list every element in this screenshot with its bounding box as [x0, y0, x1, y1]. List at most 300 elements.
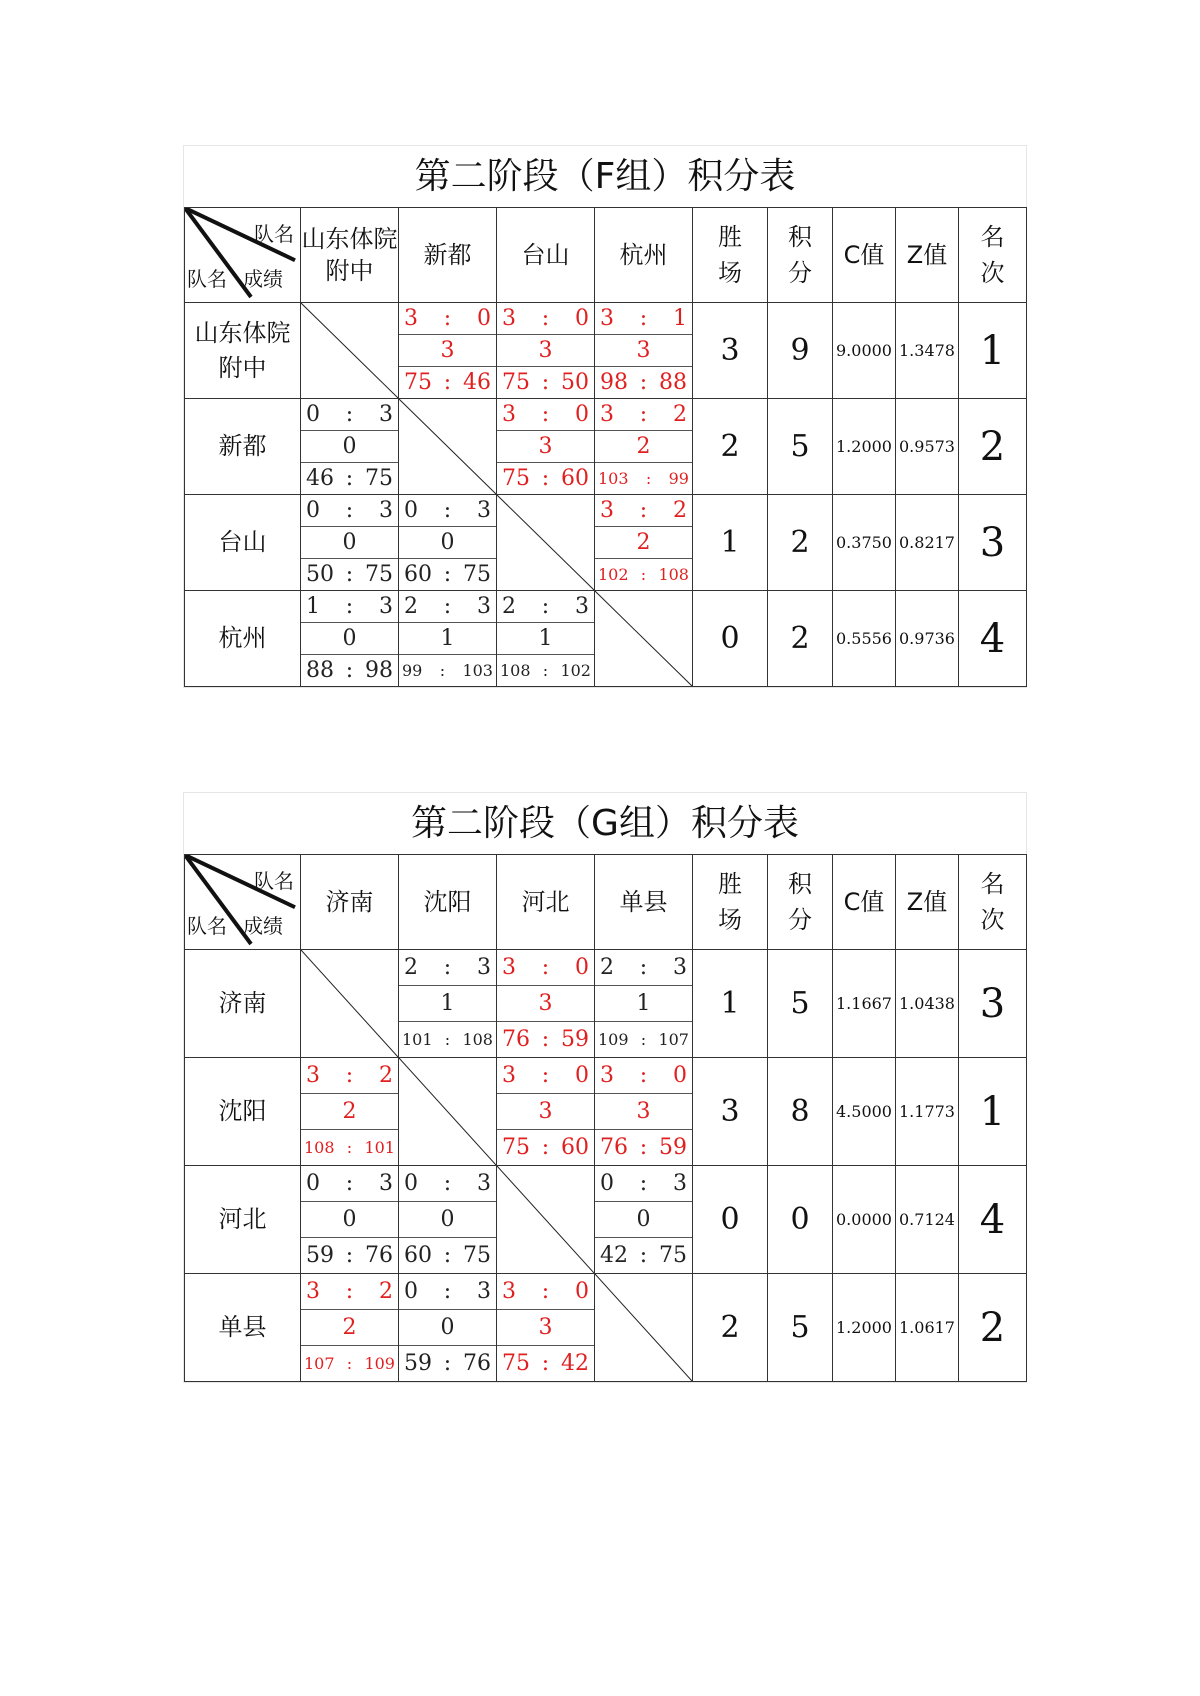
team-row	[185, 303, 1027, 399]
column-team-name-line: 附中	[325, 257, 374, 285]
total-score	[301, 1130, 398, 1165]
score-separator: :	[541, 955, 550, 980]
header-char: 胜	[718, 870, 742, 898]
set-score	[399, 303, 496, 335]
set-score-away: 1	[672, 306, 687, 331]
set-score	[497, 591, 594, 623]
c-value: 4.5000	[833, 1058, 896, 1166]
row-team-name-line: 附中	[218, 353, 267, 382]
z-value: 1.0617	[896, 1274, 959, 1382]
set-score-away: 3	[476, 1279, 491, 1304]
set-score-away: 3	[476, 1171, 491, 1196]
team-row	[185, 495, 1027, 591]
column-header-rank	[959, 855, 1027, 950]
total-score-away: 75	[364, 562, 393, 587]
set-score-home: 0	[404, 498, 418, 523]
set-score-home: 0	[306, 402, 320, 427]
score-separator: :	[639, 1063, 648, 1088]
match-result-cell	[301, 591, 399, 687]
row-team-name-line: 台山	[218, 528, 267, 557]
match-points: 3	[595, 1094, 692, 1130]
match-points: 1	[497, 623, 594, 655]
score-separator: :	[443, 1171, 452, 1196]
set-score-away: 3	[378, 594, 393, 619]
rank-value: 2	[959, 399, 1027, 495]
match-result-cell	[595, 950, 693, 1058]
set-score-home: 3	[404, 306, 418, 331]
score-separator: :	[541, 1135, 550, 1160]
total-score-home: 107	[304, 1354, 335, 1373]
score-separator: :	[541, 1027, 550, 1052]
total-score	[595, 559, 692, 590]
set-score	[399, 1274, 496, 1310]
set-score-away: 0	[574, 1279, 589, 1304]
score-separator: :	[346, 1354, 353, 1373]
standings-table	[184, 207, 1027, 687]
z-value: 1.1773	[896, 1058, 959, 1166]
score-separator: :	[645, 469, 652, 488]
match-points: 0	[595, 1202, 692, 1238]
score-separator: :	[640, 1030, 647, 1049]
total-score-away: 59	[560, 1027, 589, 1052]
set-score-away: 3	[378, 498, 393, 523]
wins-value: 2	[693, 1274, 768, 1382]
score-separator: :	[345, 402, 354, 427]
row-team-name-line: 新都	[218, 432, 267, 461]
score-separator: :	[346, 1138, 353, 1157]
total-score-home: 75	[502, 1135, 530, 1160]
corner-header-cell	[185, 208, 301, 303]
row-team-name-line: 山东体院	[194, 318, 291, 347]
c-value: 1.1667	[833, 950, 896, 1058]
score-separator: :	[541, 1063, 550, 1088]
total-score	[399, 1238, 496, 1273]
header-row	[185, 855, 1027, 950]
set-score-away: 2	[672, 402, 687, 427]
set-score-away: 3	[378, 402, 393, 427]
rank-value: 1	[959, 1058, 1027, 1166]
column-header-team	[301, 208, 399, 303]
column-team-name-line: 沈阳	[423, 887, 472, 916]
header-char: 分	[788, 906, 812, 934]
set-score	[497, 950, 594, 986]
set-score-home: 1	[306, 594, 320, 619]
total-score-home: 101	[402, 1030, 433, 1049]
total-score	[497, 1130, 594, 1165]
total-score-home: 99	[402, 661, 423, 680]
match-points: 0	[301, 527, 398, 559]
corner-label-team-left: 队名	[187, 267, 227, 291]
total-score-home: 108	[304, 1138, 335, 1157]
score-separator: :	[345, 594, 354, 619]
set-score-home: 0	[404, 1279, 418, 1304]
score-separator: :	[345, 466, 354, 491]
header-char: 场	[718, 259, 742, 287]
column-header-team	[497, 855, 595, 950]
set-score-home: 3	[502, 306, 516, 331]
match-points: 0	[301, 623, 398, 655]
total-score-away: 98	[364, 658, 393, 683]
score-separator: :	[639, 1171, 648, 1196]
set-score	[301, 1166, 398, 1202]
set-score-home: 3	[502, 402, 516, 427]
set-score	[301, 1274, 398, 1310]
score-separator: :	[345, 498, 354, 523]
set-score-away: 0	[672, 1063, 687, 1088]
corner-label-result: 成绩	[243, 914, 283, 938]
header-char: 胜	[718, 223, 742, 251]
set-score-home: 3	[306, 1279, 320, 1304]
diagonal-line	[497, 495, 594, 590]
score-separator: :	[639, 306, 648, 331]
total-score-home: 103	[598, 469, 629, 488]
total-score	[399, 559, 496, 590]
set-score-away: 0	[476, 306, 491, 331]
total-score-away: 101	[364, 1138, 395, 1157]
set-score	[497, 399, 594, 431]
diagonal-self-cell	[497, 1166, 595, 1274]
diagonal-self-cell	[301, 303, 399, 399]
corner-label-team-left: 队名	[187, 914, 227, 938]
set-score-away: 3	[476, 955, 491, 980]
set-score-home: 3	[306, 1063, 320, 1088]
rank-value: 1	[959, 303, 1027, 399]
set-score-home: 0	[306, 1171, 320, 1196]
total-score-home: 60	[404, 562, 432, 587]
z-value: 1.3478	[896, 303, 959, 399]
row-team-name-line: 河北	[218, 1205, 267, 1234]
total-score-home: 75	[502, 466, 530, 491]
match-points: 1	[399, 986, 496, 1022]
diagonal-self-cell	[497, 495, 595, 591]
total-score	[301, 463, 398, 494]
match-result-cell	[399, 950, 497, 1058]
points-value: 5	[768, 950, 833, 1058]
team-row	[185, 1166, 1027, 1274]
match-points: 0	[399, 1202, 496, 1238]
score-separator: :	[345, 1063, 354, 1088]
match-points: 3	[399, 335, 496, 367]
score-separator: :	[443, 498, 452, 523]
score-separator: :	[439, 661, 446, 680]
set-score-away: 2	[378, 1279, 393, 1304]
total-score-away: 108	[462, 1030, 493, 1049]
wins-value: 2	[693, 399, 768, 495]
set-score-away: 0	[574, 1063, 589, 1088]
set-score-home: 3	[502, 1279, 516, 1304]
sheet-title: 第二阶段（F组）积分表	[414, 156, 796, 197]
total-score-away: 109	[364, 1354, 395, 1373]
match-points: 3	[497, 431, 594, 463]
diagonal-line	[399, 1058, 496, 1165]
set-score-home: 3	[502, 955, 516, 980]
match-points: 2	[595, 431, 692, 463]
c-value: 0.0000	[833, 1166, 896, 1274]
wins-value: 3	[693, 1058, 768, 1166]
column-header-team	[399, 855, 497, 950]
total-score	[497, 1346, 594, 1381]
match-result-cell	[399, 1274, 497, 1382]
c-value: 0.5556	[833, 591, 896, 687]
set-score	[595, 1058, 692, 1094]
match-result-cell	[399, 591, 497, 687]
total-score-home: 88	[306, 658, 334, 683]
row-team-name	[185, 495, 301, 591]
sheet-title: 第二阶段（G组）积分表	[411, 803, 799, 844]
match-result-cell	[301, 1274, 399, 1382]
header-char: 次	[980, 906, 1005, 934]
total-score-away: 46	[462, 370, 491, 395]
total-score-away: 75	[658, 1243, 687, 1268]
total-score-away: 99	[668, 469, 689, 488]
match-points: 3	[497, 1094, 594, 1130]
column-team-name-line: 单县	[619, 887, 668, 916]
total-score-away: 50	[560, 370, 589, 395]
column-header-c-value: C值	[833, 855, 896, 950]
points-value: 5	[768, 1274, 833, 1382]
wins-value: 3	[693, 303, 768, 399]
total-score-away: 59	[658, 1135, 687, 1160]
score-separator: :	[443, 1243, 452, 1268]
match-result-cell	[497, 1274, 595, 1382]
team-row	[185, 950, 1027, 1058]
match-result-cell	[595, 495, 693, 591]
score-separator: :	[345, 1279, 354, 1304]
corner-header-cell	[185, 855, 301, 950]
total-score-away: 75	[364, 466, 393, 491]
c-value: 1.2000	[833, 399, 896, 495]
set-score	[399, 950, 496, 986]
set-score-home: 0	[306, 498, 320, 523]
total-score-home: 108	[500, 661, 531, 680]
match-result-cell	[595, 303, 693, 399]
points-value: 5	[768, 399, 833, 495]
column-header-wins	[693, 208, 768, 303]
row-team-name-line: 杭州	[218, 624, 267, 653]
row-team-name-line: 济南	[218, 989, 267, 1018]
total-score-home: 98	[600, 370, 628, 395]
score-separator: :	[639, 955, 648, 980]
column-header-wins	[693, 855, 768, 950]
column-team-name-line: 杭州	[619, 240, 668, 269]
column-header-team	[595, 208, 693, 303]
set-score-away: 0	[574, 306, 589, 331]
match-result-cell	[497, 399, 595, 495]
diagonal-line	[301, 950, 398, 1057]
score-separator: :	[443, 370, 452, 395]
score-separator: :	[345, 562, 354, 587]
match-points: 3	[497, 986, 594, 1022]
score-separator: :	[640, 565, 647, 584]
match-points: 3	[595, 335, 692, 367]
total-score-away: 76	[364, 1243, 393, 1268]
total-score-home: 109	[598, 1030, 629, 1049]
total-score	[497, 463, 594, 494]
total-score-home: 75	[502, 370, 530, 395]
diagonal-line	[595, 591, 692, 686]
total-score-home: 75	[404, 370, 432, 395]
standings-sheet-group-f	[183, 145, 1027, 688]
points-value: 9	[768, 303, 833, 399]
total-score-home: 59	[306, 1243, 334, 1268]
row-team-name-line: 沈阳	[218, 1097, 267, 1126]
total-score	[301, 559, 398, 590]
wins-value: 1	[693, 950, 768, 1058]
set-score-home: 3	[600, 1063, 614, 1088]
score-separator: :	[541, 1279, 550, 1304]
total-score-away: 103	[462, 661, 493, 680]
set-score	[497, 303, 594, 335]
score-separator: :	[541, 402, 550, 427]
set-score-away: 3	[672, 955, 687, 980]
column-team-name-line: 济南	[325, 887, 374, 916]
z-value: 0.9736	[896, 591, 959, 687]
set-score-home: 0	[404, 1171, 418, 1196]
set-score-home: 3	[600, 498, 614, 523]
rank-value: 2	[959, 1274, 1027, 1382]
match-result-cell	[497, 303, 595, 399]
score-separator: :	[345, 1243, 354, 1268]
rank-value: 3	[959, 495, 1027, 591]
match-points: 3	[497, 1310, 594, 1346]
score-separator: :	[345, 658, 354, 683]
row-team-name	[185, 399, 301, 495]
match-result-cell	[399, 1166, 497, 1274]
total-score-away: 102	[560, 661, 591, 680]
total-score	[595, 367, 692, 398]
column-team-name-line: 山东体院	[301, 224, 398, 253]
total-score	[595, 1022, 692, 1057]
standings-table	[184, 854, 1027, 1382]
total-score	[497, 1022, 594, 1057]
score-separator: :	[541, 370, 550, 395]
match-result-cell	[595, 1058, 693, 1166]
set-score	[301, 495, 398, 527]
header-char: 积	[788, 870, 812, 898]
score-separator: :	[443, 562, 452, 587]
total-score-away: 75	[462, 562, 491, 587]
header-char: 分	[788, 259, 812, 287]
column-header-rank	[959, 208, 1027, 303]
score-separator: :	[541, 1351, 550, 1376]
row-team-name	[185, 1058, 301, 1166]
total-score-home: 75	[502, 1351, 530, 1376]
match-points: 2	[301, 1310, 398, 1346]
total-score-away: 42	[560, 1351, 589, 1376]
diagonal-line	[399, 399, 496, 494]
total-score-home: 102	[598, 565, 629, 584]
diagonal-self-cell	[595, 1274, 693, 1382]
score-separator: :	[541, 306, 550, 331]
total-score	[595, 1238, 692, 1273]
total-score-home: 59	[404, 1351, 432, 1376]
column-header-team	[399, 208, 497, 303]
diagonal-line	[595, 1274, 692, 1381]
score-separator: :	[639, 1243, 648, 1268]
set-score-away: 3	[378, 1171, 393, 1196]
header-char: 场	[718, 906, 742, 934]
column-header-points	[768, 208, 833, 303]
match-result-cell	[399, 495, 497, 591]
total-score	[595, 1130, 692, 1165]
total-score	[399, 655, 496, 686]
set-score	[595, 1166, 692, 1202]
set-score	[595, 495, 692, 527]
set-score-home: 2	[502, 594, 516, 619]
set-score-away: 3	[672, 1171, 687, 1196]
set-score-home: 0	[600, 1171, 614, 1196]
match-points: 2	[595, 527, 692, 559]
rank-value: 3	[959, 950, 1027, 1058]
column-header-team	[301, 855, 399, 950]
set-score	[497, 1274, 594, 1310]
diagonal-line	[301, 303, 398, 398]
match-points: 2	[301, 1094, 398, 1130]
points-value: 0	[768, 1166, 833, 1274]
wins-value: 0	[693, 591, 768, 687]
score-separator: :	[443, 1279, 452, 1304]
total-score	[497, 367, 594, 398]
points-value: 8	[768, 1058, 833, 1166]
total-score-home: 60	[404, 1243, 432, 1268]
set-score-home: 2	[404, 594, 418, 619]
score-separator: :	[639, 498, 648, 523]
match-result-cell	[497, 591, 595, 687]
set-score	[301, 591, 398, 623]
set-score-home: 3	[502, 1063, 516, 1088]
match-points: 0	[301, 1202, 398, 1238]
match-result-cell	[301, 1166, 399, 1274]
total-score	[301, 1238, 398, 1273]
total-score-away: 75	[462, 1243, 491, 1268]
match-result-cell	[595, 399, 693, 495]
total-score-home: 42	[600, 1243, 628, 1268]
total-score	[595, 463, 692, 494]
standings-sheet-group-g	[183, 792, 1027, 1383]
total-score	[301, 1346, 398, 1381]
total-score-home: 50	[306, 562, 334, 587]
diagonal-self-cell	[595, 591, 693, 687]
column-header-c-value: C值	[833, 208, 896, 303]
total-score	[301, 655, 398, 686]
total-score-away: 107	[658, 1030, 689, 1049]
team-row	[185, 591, 1027, 687]
set-score	[399, 1166, 496, 1202]
set-score-home: 3	[600, 402, 614, 427]
match-result-cell	[497, 1058, 595, 1166]
wins-value: 1	[693, 495, 768, 591]
match-result-cell	[595, 1166, 693, 1274]
score-separator: :	[443, 955, 452, 980]
score-separator: :	[639, 1135, 648, 1160]
total-score-away: 60	[560, 1135, 589, 1160]
set-score-away: 3	[476, 594, 491, 619]
set-score	[595, 399, 692, 431]
diagonal-self-cell	[399, 1058, 497, 1166]
header-char: 次	[980, 259, 1005, 287]
team-row	[185, 399, 1027, 495]
diagonal-self-cell	[399, 399, 497, 495]
row-team-name	[185, 1166, 301, 1274]
corner-label-team-top: 队名	[254, 869, 294, 893]
z-value: 1.0438	[896, 950, 959, 1058]
score-separator: :	[345, 1171, 354, 1196]
score-separator: :	[541, 594, 550, 619]
score-separator: :	[541, 466, 550, 491]
diagonal-line	[497, 1166, 594, 1273]
team-row	[185, 1058, 1027, 1166]
set-score-away: 3	[574, 594, 589, 619]
